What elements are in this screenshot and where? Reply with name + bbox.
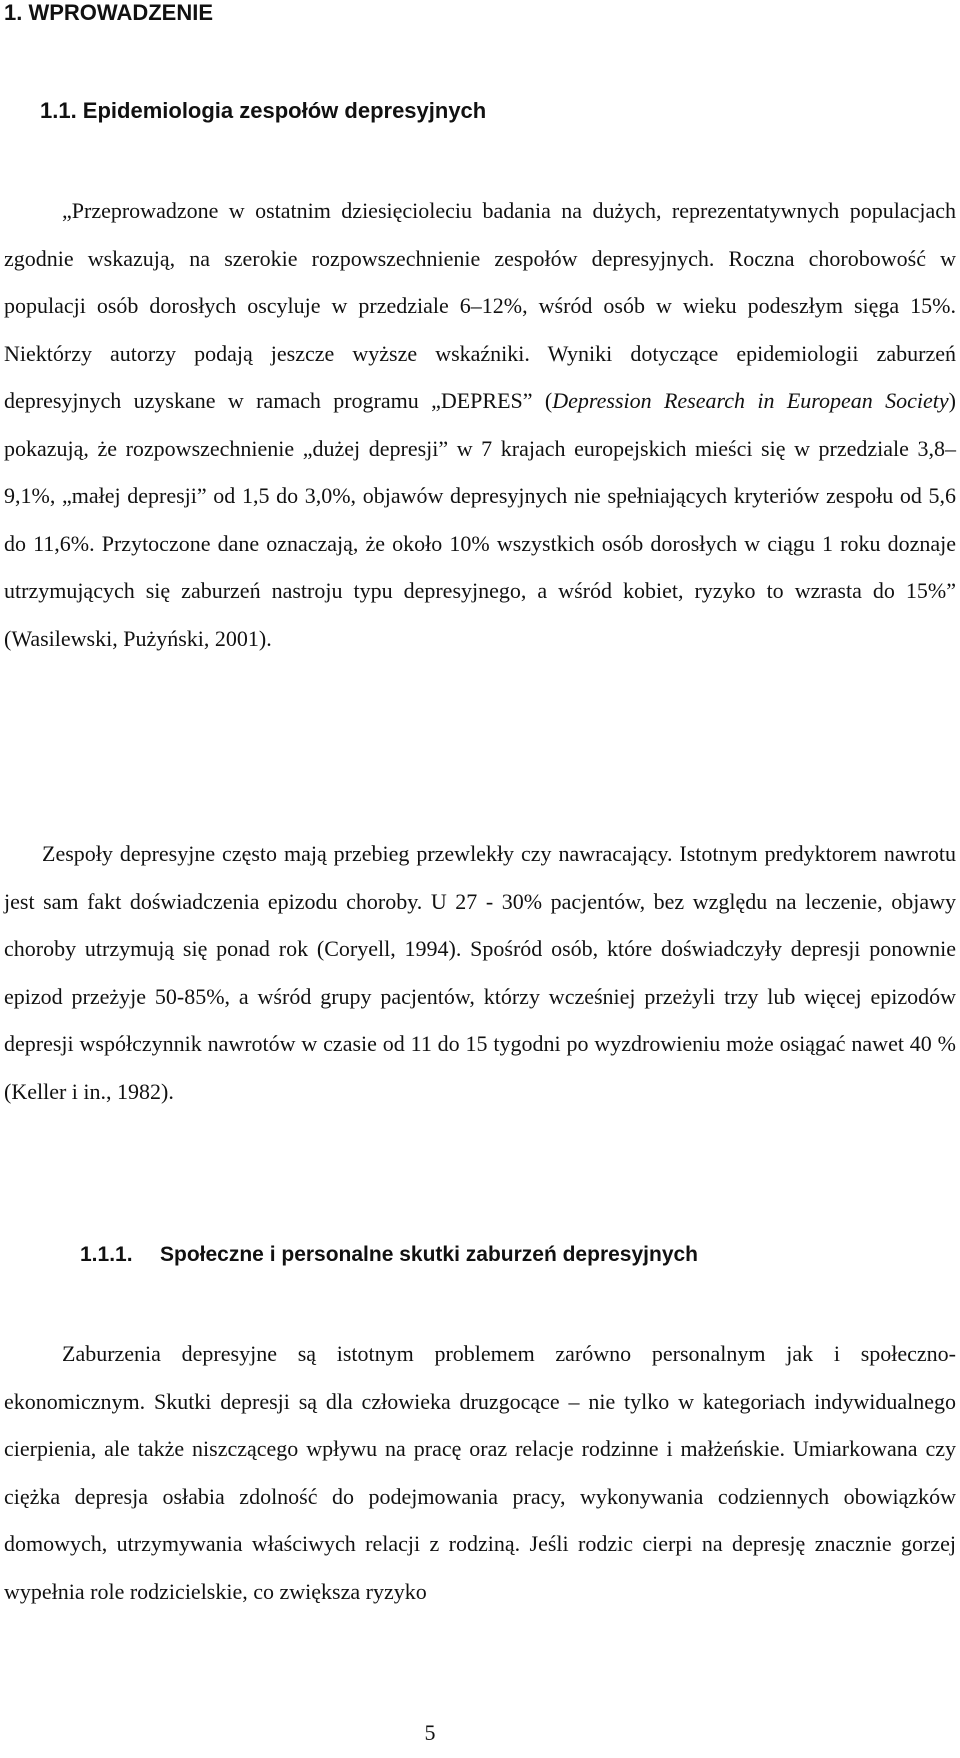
section-heading: 1. WPROWADZENIE — [4, 0, 214, 25]
paragraph-italic-text: Depression Research in European Society — [552, 388, 949, 413]
paragraph-recurrence — [4, 830, 956, 1115]
page-number: 5 — [424, 1720, 436, 1745]
paragraph-text: ) pokazują, że rozpowszechnienie „dużej depresji” w 7 krajach europejskich mieści się w przedziale 3,8–9,1%, „małej depresji” od 1,5 do 3,0%, objawów depresyjnych nie spełniających kryteriów zespołu od 5,6 do 11,6%. Przytoczone dane oznaczają, że około 10% wszystkich osób dorosłych w ciągu 1 roku doznaje utrzymujących się zaburzeń nastroju typu depresyjnego, a wśród kobiet, ryzyko to wzrasta do 15%” (Wasilewski, Pużyński, 2001). — [4, 388, 956, 651]
heading-title: Społeczne i personalne skutki zaburzeń depresyjnych — [160, 1243, 699, 1266]
paragraph-text: Zespoły depresyjne często mają przebieg przewlekły czy nawracający. Istotnym predyktorem nawrotu jest sam fakt doświadczenia epizodu choroby. U 27 - 30% pacjentów, bez względu na leczenie, objawy choroby utrzymują się ponad rok (Coryell, 1994). Spośród osób, które doświadczyły depresji ponownie epizod przeżyje 50-85%, a wśród grupy pacjentów, którzy wcześniej przeżyli trzy lub więcej epizodów depresji współczynnik nawrotów w czasie od 11 do 15 tygodni po wyzdrowieniu może osiągać nawet 40 % (Keller i in., 1982). — [4, 841, 956, 1104]
heading-number: 1.1.1. — [80, 1243, 133, 1266]
paragraph-text: „Przeprowadzone w ostatnim dziesięcioleciu badania na dużych, reprezentatywnych populacjach zgodnie wskazują, na szerokie rozpowszechnienie zespołów depresyjnych. Roczna chorobowość w populacji osób dorosłych oscyluje w przedziale 6–12%, wśród osób w wieku podeszłym sięga 15%. Niektórzy autorzy podają jeszcze wyższe wskaźniki. Wyniki dotyczące epidemiologii zaburzeń depresyjnych uzyskane w ramach programu „DEPRES” ( — [4, 198, 956, 413]
subsection-heading: 1.1. Epidemiologia zespołów depresyjnych — [40, 98, 487, 123]
paragraph-epidemiology-quote — [4, 187, 956, 662]
subsubsection-heading — [80, 1242, 698, 1268]
paragraph-social-effects — [4, 1330, 956, 1615]
paragraph-text: Zaburzenia depresyjne są istotnym problemem zarówno personalnym jak i społeczno-ekonomicznym. Skutki depresji są dla człowieka druzgocące – nie tylko w kategoriach indywidualnego cierpienia, ale także niszczącego wpływu na pracę oraz relacje rodzinne i małżeńskie. Umiarkowana czy ciężka depresja osłabia zdolność do podejmowania pracy, wykonywania codziennych obowiązków domowych, utrzymywania właściwych relacji z rodziną. Jeśli rodzic cierpi na depresję znacznie gorzej wypełnia role rodzicielskie, co zwiększa ryzyko — [4, 1341, 956, 1604]
